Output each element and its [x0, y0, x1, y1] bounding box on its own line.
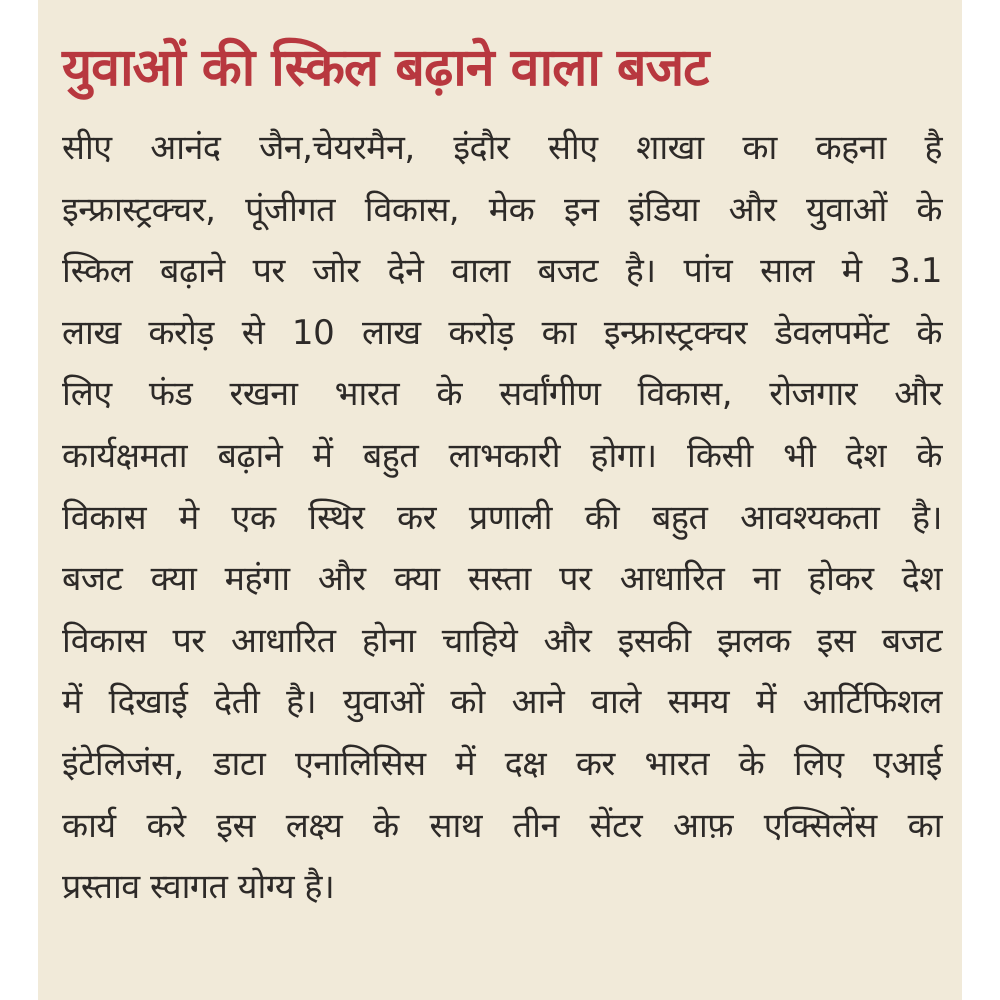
body-line: कार्य करे इस लक्ष्य के साथ तीन सेंटर आफ़ एक्सिलेंस का	[62, 805, 942, 846]
body-line: में दिखाई देती है। युवाओं को आने वाले समय में आर्टिफिशल	[62, 682, 942, 723]
body-line: इन्फ्रास्ट्रक्चर, पूंजीगत विकास, मेक इन इंडिया और युवाओं के	[62, 189, 942, 230]
body-line-last: प्रस्ताव स्वागत योग्य है।	[62, 867, 335, 908]
headline: युवाओं की स्किल बढ़ाने वाला बजट	[62, 38, 709, 98]
body-line: लाख करोड़ से 10 लाख करोड़ का इन्फ्रास्ट्रक्चर डेवलपमेंट के	[62, 312, 942, 353]
body-line: इंटेलिजंस, डाटा एनालिसिस में दक्ष कर भारत के लिए एआई	[62, 743, 942, 784]
body-line: सीए आनंद जैन,चेयरमैन, इंदौर सीए शाखा का कहना है	[62, 128, 942, 168]
body-line: कार्यक्षमता बढ़ाने में बहुत लाभकारी होगा। किसी भी देश के	[62, 435, 942, 476]
newspaper-clipping	[38, 0, 962, 1000]
body-line: स्किल बढ़ाने पर जोर देने वाला बजट है। पांच साल मे 3.1	[62, 251, 942, 292]
article-body	[62, 118, 942, 919]
body-line: विकास मे एक स्थिर कर प्रणाली की बहुत आवश्यकता है।	[62, 497, 942, 538]
body-line: लिए फंड रखना भारत के सर्वांगीण विकास, रोजगार और	[62, 374, 942, 415]
body-line: बजट क्या महंगा और क्या सस्ता पर आधारित ना होकर देश	[62, 559, 942, 600]
body-line: विकास पर आधारित होना चाहिये और इसकी झलक इस बजट	[62, 620, 942, 661]
